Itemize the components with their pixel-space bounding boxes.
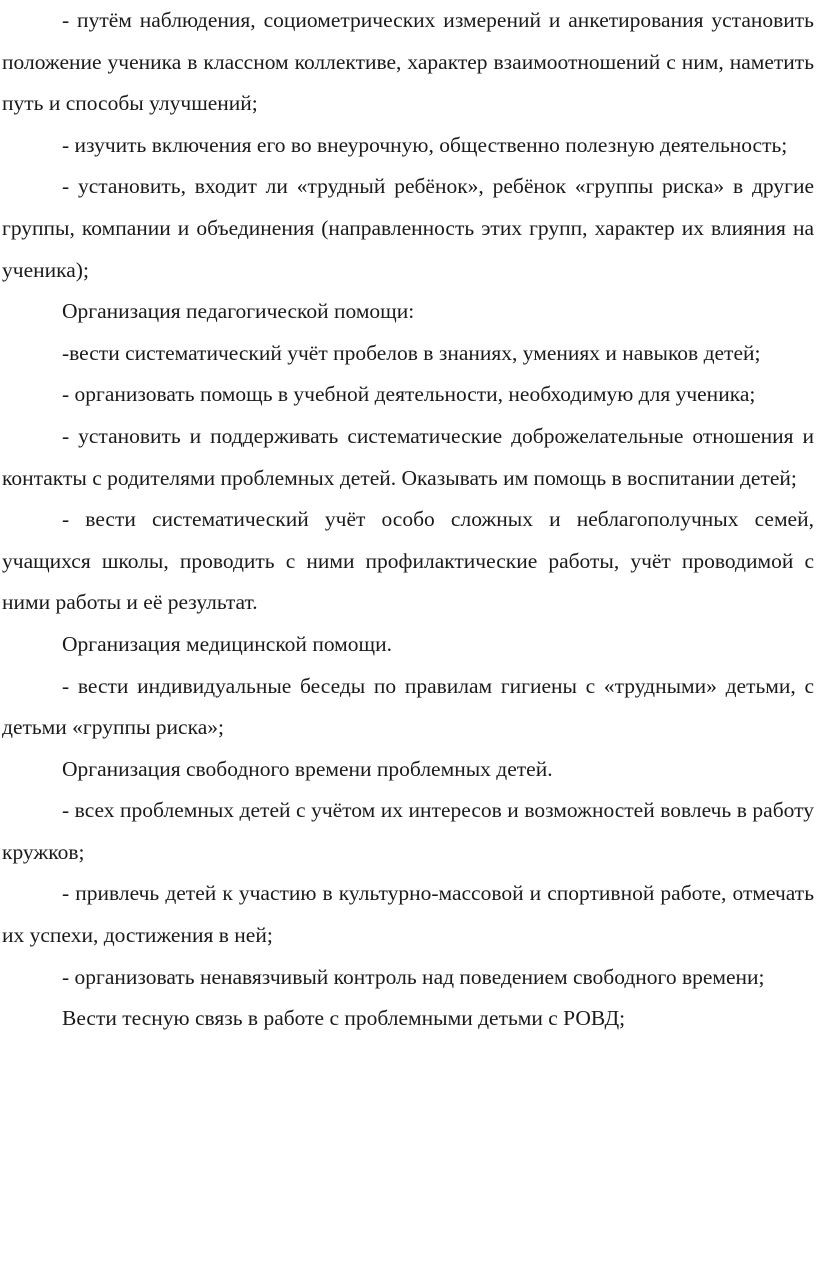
paragraph-families: - вести систематический учёт особо сложных и неблагополучных семей, учащихся школы, проводить с ними профилактические работы, учёт проводимой с ними работы и её результат.: [2, 507, 814, 615]
paragraph-hygiene: - вести индивидуальные беседы по правилам гигиены с «трудными» детьми, с детьми «группы риска»;: [2, 673, 814, 740]
paragraph-cultural-sport: - привлечь детей к участию в культурно-массовой и спортивной работе, отмечать их успехи, достижения в ней;: [2, 881, 814, 948]
paragraph-learning-help: - организовать помощь в учебной деятельности, необходимую для ученика;: [62, 382, 756, 407]
heading-free-time: Организация свободного времени проблемных детей.: [62, 756, 553, 781]
paragraph-clubs: - всех проблемных детей с учётом их интересов и возможностей вовлечь в работу кружков;: [2, 798, 814, 864]
heading-pedagogical-help: Организация педагогической помощи:: [62, 299, 415, 324]
document-page: [2, 0, 814, 1040]
paragraph-control: - организовать ненавязчивый контроль над поведением свободного времени;: [62, 964, 765, 989]
paragraph-extracurricular: - изучить включения его во внеурочную, общественно полезную деятельность;: [62, 132, 788, 157]
paragraph-parents: - установить и поддерживать систематические доброжелательные отношения и контакты с родителями проблемных детей. Оказывать им помощь в воспитании детей;: [2, 423, 814, 490]
heading-medical-help: Организация медицинской помощи.: [62, 631, 392, 656]
paragraph-observation: - путём наблюдения, социометрических измерений и анкетирования установить положение ученика в классном коллективе, характер взаимоотношений с ним, наметить путь и способы улучшений;: [2, 8, 814, 116]
paragraph-groups: - установить, входит ли «трудный ребёнок», ребёнок «группы риска» в другие группы, компании и объединения (направленность этих групп, характер их влияния на ученика);: [2, 174, 814, 282]
paragraph-rovd: Вести тесную связь в работе с проблемными детьми с РОВД;: [62, 1006, 626, 1031]
paragraph-knowledge-gaps: -вести систематический учёт пробелов в знаниях, умениях и навыков детей;: [62, 340, 761, 365]
